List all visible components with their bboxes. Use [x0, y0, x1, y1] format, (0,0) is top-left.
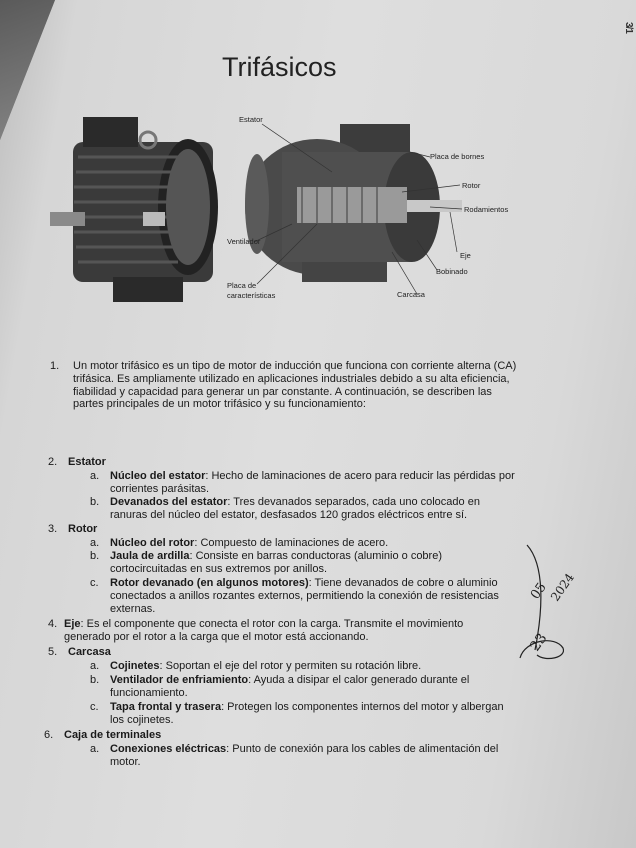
- label-rotor: Rotor: [462, 181, 481, 190]
- handwritten-month: 05: [527, 580, 550, 603]
- sub-letter: a.: [90, 660, 100, 672]
- label-bobinado: Bobinado: [436, 267, 468, 276]
- section-heading-carcasa: Carcasa: [68, 646, 111, 658]
- motor-photo: [48, 112, 223, 307]
- item-number: 4.: [48, 618, 58, 630]
- intro-line: fiabilidad y capacidad para generar un par constante. A continuación, se describen las: [73, 385, 492, 398]
- list-item-rotor-devanado: Rotor devanado (en algunos motores): Tiene devanados de cobre o aluminio: [110, 577, 498, 589]
- section-heading-terminales: Caja de terminales: [64, 729, 162, 741]
- section-eje: Eje: Es el componente que conecta el rotor con la carga. Transmite el movimiento: [64, 618, 464, 630]
- label-eje: Eje: [460, 251, 471, 260]
- page-title: Trifásicos: [222, 52, 337, 82]
- item-number: 2.: [48, 456, 58, 468]
- label-placa-caracteristicas-2: características: [227, 291, 276, 300]
- item-number: 6.: [44, 729, 54, 741]
- list-item-cojinetes: Cojinetes: Soportan el eje del rotor y permiten su rotación libre.: [110, 660, 422, 672]
- intro-paragraph: [73, 360, 543, 411]
- intro-line: Un motor trifásico es un tipo de motor de inducción que funciona con corriente alterna (CA): [73, 360, 517, 372]
- list-item-continuation: generado por el rotor a la carga que el motor está accionando.: [64, 631, 369, 643]
- sub-letter: a.: [90, 743, 100, 755]
- list-item-continuation: ranuras del núcleo del estator, desfasados 120 grados eléctricos entre sí.: [110, 509, 468, 521]
- list-item-continuation: corrientes parásitas.: [110, 483, 210, 495]
- edge-text: 3/1: [623, 22, 634, 33]
- section-heading-estator: Estator: [68, 456, 106, 468]
- list-item-conexiones: Conexiones eléctricas: Punto de conexión para los cables de alimentación del: [110, 743, 499, 755]
- list-item-continuation: motor.: [110, 756, 141, 768]
- motor-cutaway-diagram: [222, 112, 532, 304]
- sub-letter: b.: [90, 674, 100, 686]
- handwritten-date: [515, 540, 595, 660]
- list-item-continuation: los cojinetes.: [110, 714, 174, 726]
- handwritten-day: 23: [527, 630, 551, 655]
- item-number: 1.: [50, 360, 60, 372]
- sub-letter: a.: [90, 537, 100, 549]
- label-estator: Estator: [239, 115, 263, 124]
- list-item-nucleo-estator: Núcleo del estator: Hecho de laminaciones de acero para reducir las pérdidas por: [110, 470, 515, 482]
- intro-line: partes principales de un motor trifásico y su funcionamiento:: [73, 398, 366, 411]
- list-item-continuation: externas.: [110, 603, 156, 615]
- sub-letter: b.: [90, 550, 100, 562]
- sub-letter: c.: [90, 701, 99, 713]
- list-item-ventilador: Ventilador de enfriamiento: Ayuda a disipar el calor generado durante el: [110, 674, 470, 686]
- list-item-continuation: funcionamiento.: [110, 687, 188, 699]
- list-item-continuation: conectados a anillos rozantes externos, permitiendo la conexión de resistencias: [110, 590, 499, 602]
- label-placa-bornes: Placa de bornes: [430, 152, 485, 161]
- label-carcasa: Carcasa: [397, 290, 425, 299]
- intro-line: trifásica. Es ampliamente utilizado en aplicaciones industriales debido a su alta eficiencia,: [73, 372, 510, 385]
- item-number: 5.: [48, 646, 58, 658]
- item-number: 3.: [48, 523, 58, 535]
- sub-letter: b.: [90, 496, 100, 508]
- sub-letter: a.: [90, 470, 100, 482]
- list-item-nucleo-rotor: Núcleo del rotor: Compuesto de laminaciones de acero.: [110, 537, 389, 549]
- list-item-tapa: Tapa frontal y trasera: Protegen los componentes internos del motor y albergan: [110, 701, 504, 713]
- handwritten-year: 2024: [547, 570, 577, 604]
- label-placa-caracteristicas-1: Placa de: [227, 281, 257, 290]
- list-item-jaula-ardilla: Jaula de ardilla: Consiste en barras conductoras (aluminio o cobre): [110, 550, 442, 562]
- list-item-continuation: cortocircuitadas en sus extremos por anillos.: [110, 563, 328, 575]
- label-ventilador: Ventilador: [227, 237, 261, 246]
- label-rodamientos: Rodamientos: [464, 205, 509, 214]
- sub-letter: c.: [90, 577, 99, 589]
- list-item-devanados-estator: Devanados del estator: Tres devanados separados, cada uno colocado en: [110, 496, 480, 508]
- section-heading-rotor: Rotor: [68, 523, 98, 535]
